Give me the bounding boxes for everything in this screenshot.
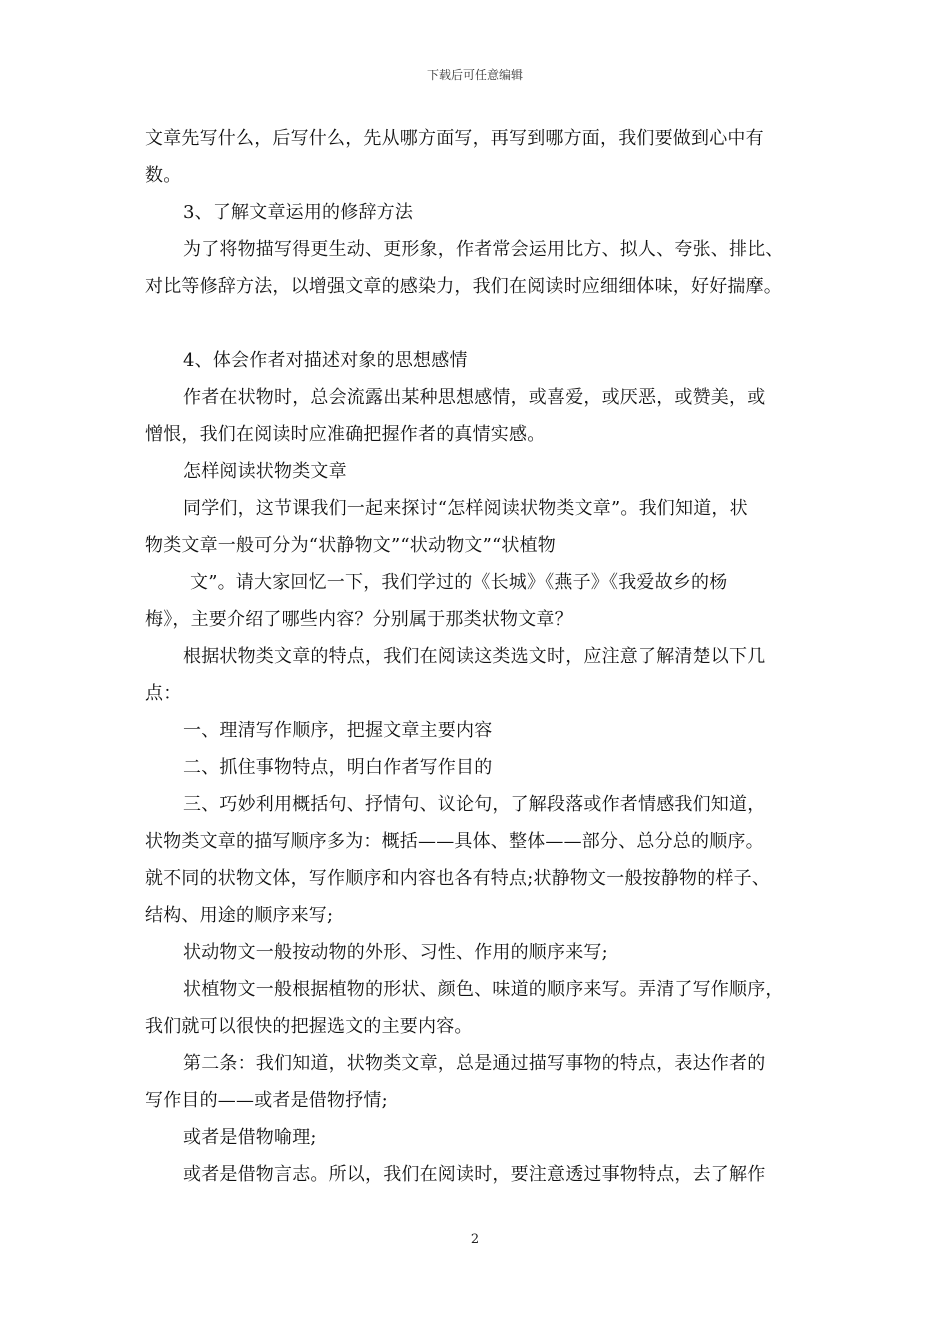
text-line: 第二条：我们知道，状物类文章，总是通过描写事物的特点，表达作者的: [183, 1053, 766, 1074]
text-line: 文章先写什么，后写什么，先从哪方面写，再写到哪方面，我们要做到心中有: [145, 128, 764, 149]
text-line: 为了将物描写得更生动、更形象，作者常会运用比方、拟人、夸张、排比、: [183, 239, 784, 260]
text-line: 根据状物类文章的特点，我们在阅读这类选文时，应注意了解清楚以下几: [183, 646, 766, 667]
text-line: 状动物文一般按动物的外形、习性、作用的顺序来写;: [183, 942, 608, 963]
page-header: 下载后可任意编辑: [426, 68, 523, 82]
text-line: 3、了解文章运用的修辞方法: [183, 202, 414, 223]
text-line: 怎样阅读状物类文章: [183, 461, 347, 482]
text-line: 同学们，这节课我们一起来探讨“怎样阅读状物类文章”。我们知道，状: [183, 498, 748, 519]
text-line: 作者在状物时，总会流露出某种思想感情，或喜爱，或厌恶，或赞美，或: [183, 387, 766, 408]
text-line: 我们就可以很快的把握选文的主要内容。: [145, 1016, 473, 1037]
text-line: 或者是借物喻理;: [183, 1127, 317, 1148]
text-line: 状物类文章的描写顺序多为：概括——具体、整体——部分、总分总的顺序。: [145, 831, 764, 852]
text-line: 或者是借物言志。所以，我们在阅读时，要注意透过事物特点，去了解作: [183, 1164, 766, 1185]
blank-line: [145, 305, 807, 342]
text-line: 就不同的状物文体，写作顺序和内容也各有特点;状静物文一般按静物的样子、: [145, 868, 771, 889]
text-line: 梅》，主要介绍了哪些内容？分别属于那类状物文章？: [145, 609, 573, 630]
text-line: 数。: [145, 165, 182, 186]
text-line: 对比等修辞方法，以增强文章的感染力，我们在阅读时应细细体味，好好揣摩。: [145, 276, 782, 297]
text-line: 结构、用途的顺序来写;: [145, 905, 334, 926]
page-number: 2: [470, 1232, 480, 1247]
text-line: 二、抓住事物特点，明白作者写作目的: [183, 757, 493, 778]
text-line: 三、巧妙利用概括句、抒情句、议论句，了解段落或作者情感我们知道，: [183, 794, 766, 815]
text-line: 一、理清写作顺序，把握文章主要内容: [183, 720, 493, 741]
text-line: 文”。请大家回忆一下，我们学过的《长城》《燕子》《我爱故乡的杨: [190, 572, 728, 593]
text-line: 写作目的——或者是借物抒情;: [145, 1090, 388, 1111]
text-line: 4、体会作者对描述对象的思想感情: [183, 350, 468, 371]
text-line: 物类文章一般可分为“状静物文”“状动物文”“状植物: [145, 535, 557, 556]
text-line: 憎恨，我们在阅读时应准确把握作者的真情实感。: [145, 424, 546, 445]
text-line: 点：: [145, 683, 182, 704]
text-line: 状植物文一般根据植物的形状、颜色、味道的顺序来写。弄清了写作顺序，: [183, 979, 784, 1000]
document-body: [145, 120, 807, 1193]
